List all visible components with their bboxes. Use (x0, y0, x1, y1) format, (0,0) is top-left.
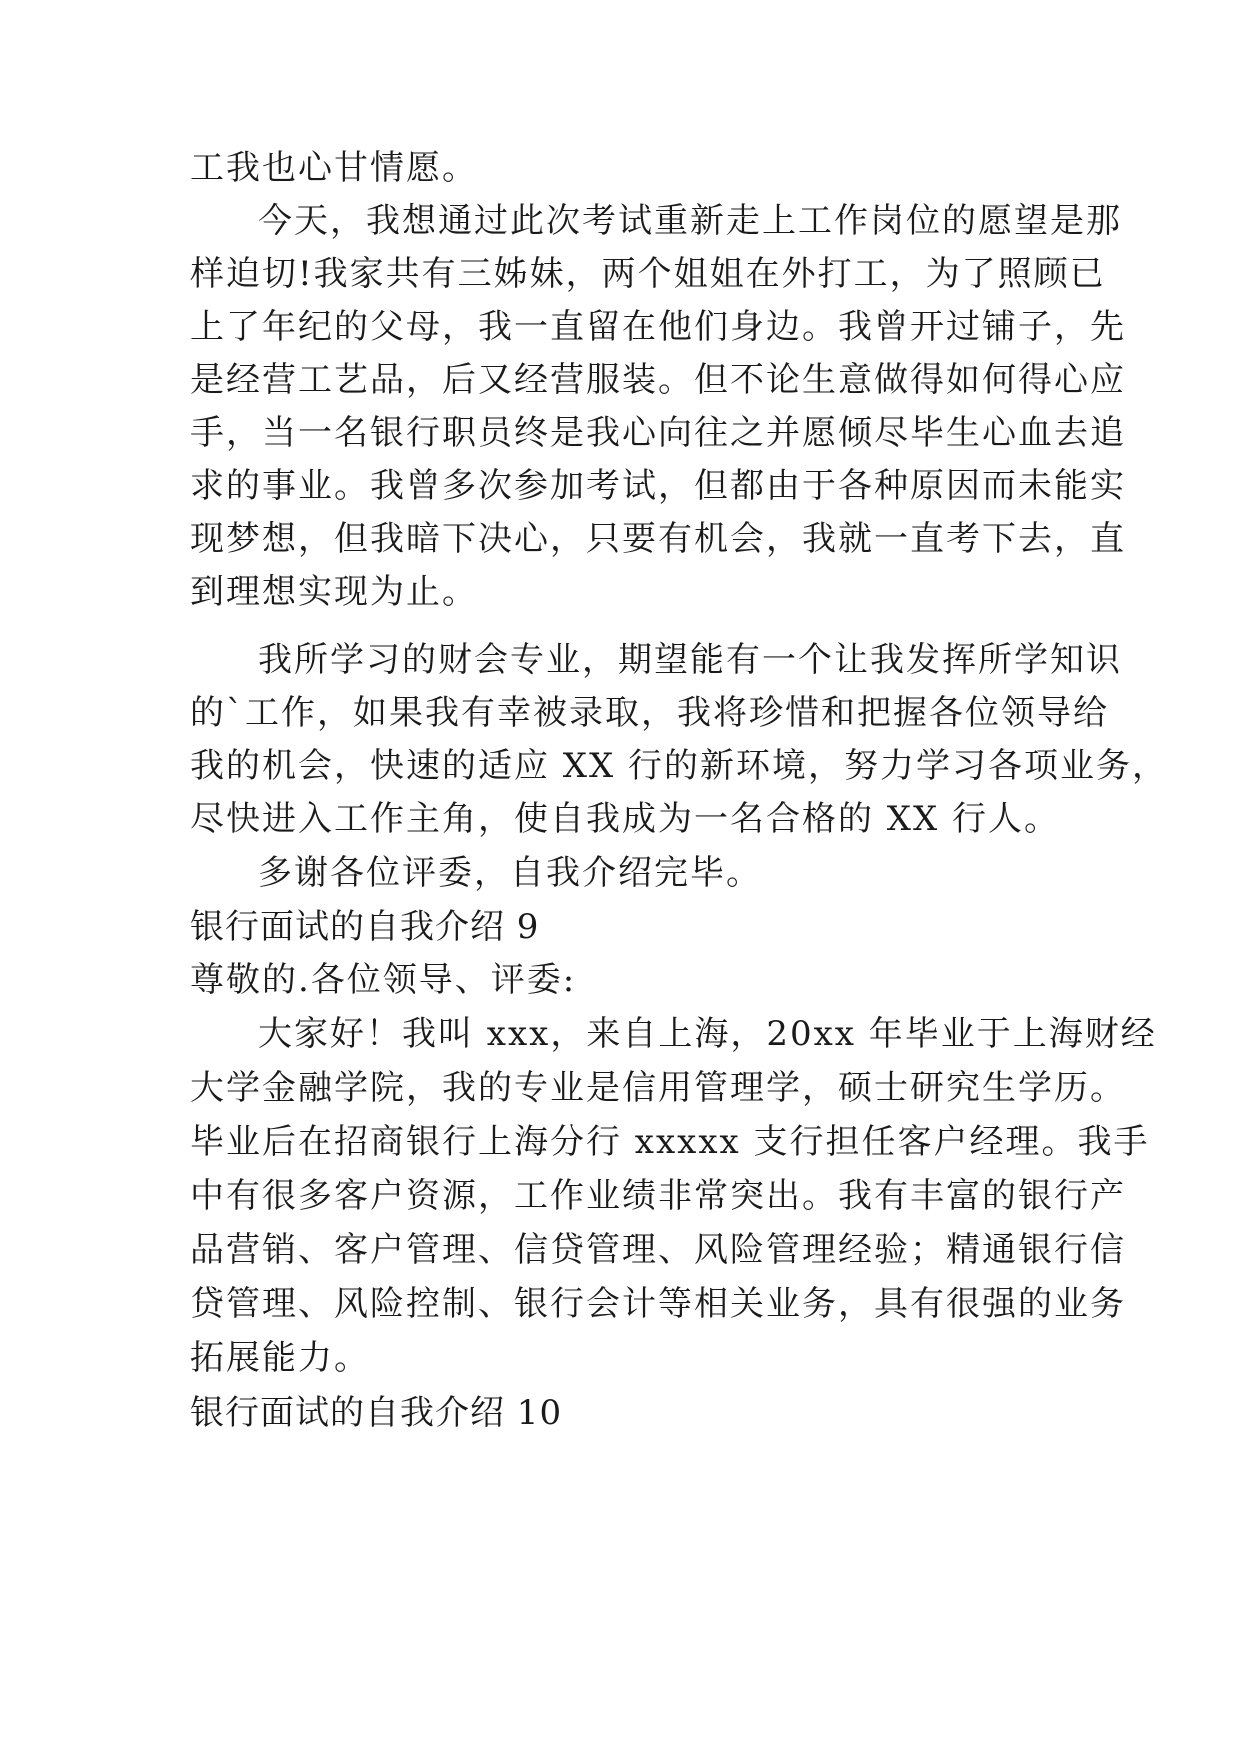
section-heading: 银行面试的自我介绍 10 (190, 1393, 563, 1433)
paragraph-line: 到理想实现为止。 (190, 572, 478, 612)
paragraph-line: 工我也心甘情愿。 (190, 148, 478, 188)
paragraph-line: 我的机会，快速的适应 XX 行的新环境，努力学习各项业务， (190, 746, 1169, 786)
paragraph-line: 现梦想，但我暗下决心，只要有机会，我就一直考下去，直 (190, 519, 1126, 559)
paragraph-line: 大家好！我叫 xxx，来自上海，20xx 年毕业于上海财经 (258, 1014, 1157, 1054)
paragraph-line: 尽快进入工作主角，使自我成为一名合格的 XX 行人。 (190, 799, 1061, 839)
paragraph-line: 贷管理、风险控制、银行会计等相关业务，具有很强的业务 (190, 1284, 1126, 1324)
section-heading: 银行面试的自我介绍 9 (190, 907, 540, 947)
paragraph-line: 求的事业。我曾多次参加考试，但都由于各种原因而未能实 (190, 466, 1126, 506)
paragraph-line: 多谢各位评委，自我介绍完毕。 (258, 853, 762, 893)
paragraph-line: 中有很多客户资源，工作业绩非常突出。我有丰富的银行产 (190, 1176, 1126, 1216)
paragraph-line: 手，当一名银行职员终是我心向往之并愿倾尽毕生心血去追 (190, 413, 1126, 453)
paragraph-line: 今天，我想通过此次考试重新走上工作岗位的愿望是那 (258, 201, 1122, 241)
paragraph-line: 拓展能力。 (190, 1338, 370, 1378)
paragraph-line: 是经营工艺品，后又经营服装。但不论生意做得如何得心应 (190, 360, 1126, 400)
paragraph-line: 品营销、客户管理、信贷管理、风险管理经验；精通银行信 (190, 1230, 1126, 1270)
paragraph-line: 大学金融学院，我的专业是信用管理学，硕士研究生学历。 (190, 1068, 1126, 1108)
paragraph-line: 的`工作，如果我有幸被录取，我将珍惜和把握各位领导给 (190, 693, 1109, 733)
paragraph-line: 我所学习的财会专业，期望能有一个让我发挥所学知识 (258, 640, 1122, 680)
paragraph-line: 样迫切!我家共有三姊妹，两个姐姐在外打工，为了照顾已 (190, 254, 1106, 294)
paragraph-line: 毕业后在招商银行上海分行 xxxxx 支行担任客户经理。我手 (190, 1122, 1150, 1162)
salutation-line: 尊敬的.各位领导、评委: (190, 960, 577, 1000)
paragraph-line: 上了年纪的父母，我一直留在他们身边。我曾开过铺子，先 (190, 307, 1126, 347)
